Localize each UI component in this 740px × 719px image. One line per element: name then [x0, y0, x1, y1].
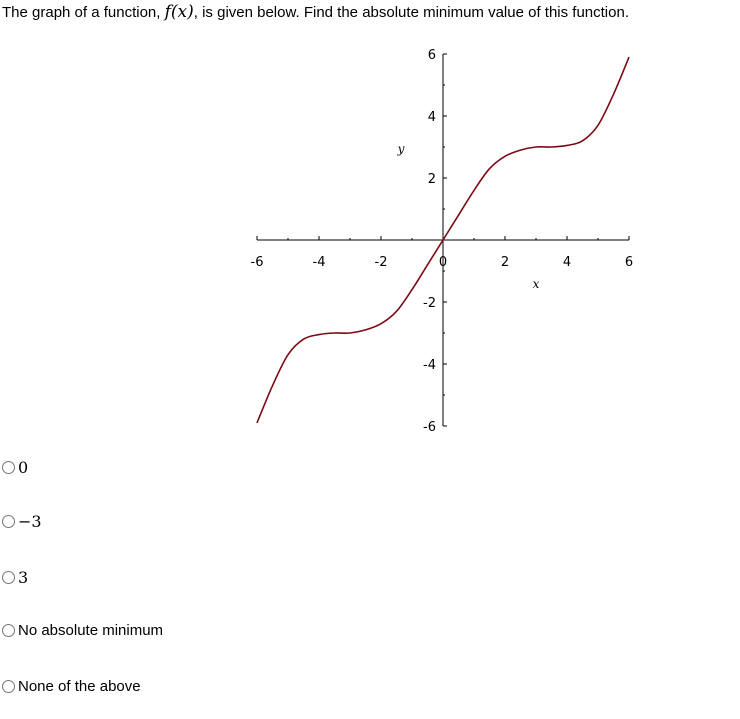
y-tick-label: -4 — [423, 358, 436, 373]
option-0[interactable] — [2, 456, 28, 478]
option-label: −3 — [18, 511, 42, 531]
x-tick-label: -4 — [312, 255, 326, 270]
option-label: 3 — [18, 567, 29, 587]
x-tick-label: -2 — [374, 255, 388, 270]
option-label: None of the above — [18, 677, 141, 695]
option-label: 0 — [18, 457, 29, 477]
question-suffix: , is given below. Find the absolute minimum value of this function. — [193, 4, 629, 21]
y-tick-label: 4 — [427, 110, 436, 125]
function-notation: f(x) — [164, 2, 194, 22]
option-4[interactable] — [2, 675, 141, 697]
option-label: No absolute minimum — [18, 621, 164, 639]
y-tick-label: -6 — [423, 420, 436, 435]
option-1[interactable] — [2, 510, 42, 532]
radio-icon[interactable] — [2, 571, 15, 584]
x-axis-label: x — [532, 277, 540, 291]
radio-icon[interactable] — [2, 680, 15, 693]
question-prefix: The graph of a function, — [2, 4, 161, 21]
x-tick-label: 4 — [562, 255, 572, 270]
radio-icon[interactable] — [2, 461, 15, 474]
x-tick-label: 0 — [438, 255, 448, 270]
y-tick-label: 6 — [427, 48, 436, 63]
x-tick-label: 6 — [624, 255, 634, 270]
y-tick-label: -2 — [423, 296, 436, 311]
x-tick-label: 2 — [500, 255, 510, 270]
option-3[interactable] — [2, 619, 163, 641]
radio-icon[interactable] — [2, 515, 15, 528]
option-2[interactable] — [2, 566, 28, 588]
radio-icon[interactable] — [2, 624, 15, 637]
y-axis-label: y — [397, 142, 405, 157]
y-tick-label: 2 — [427, 172, 436, 187]
x-tick-label: -6 — [250, 255, 264, 270]
